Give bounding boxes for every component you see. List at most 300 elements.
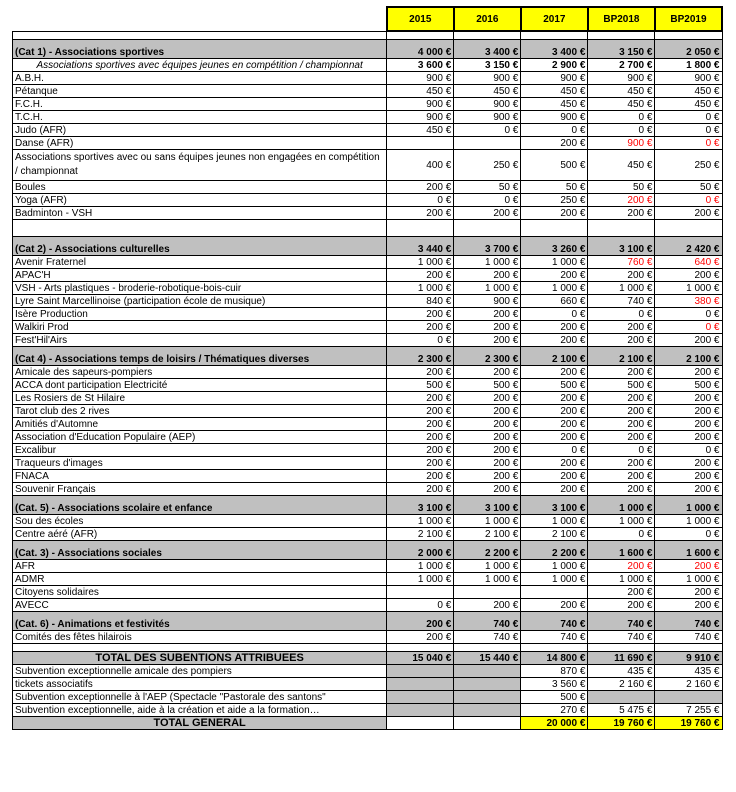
value-cell-2016: 200 €	[454, 483, 521, 496]
year-header-2015: 2015	[387, 7, 454, 31]
row-label: tickets associatifs	[13, 678, 387, 691]
empty-cell	[387, 31, 454, 40]
value-cell-2015: 200 €	[387, 207, 454, 220]
value-cell-2016: 500 €	[454, 379, 521, 392]
value-cell-bp2019: 450 €	[655, 98, 722, 111]
row-label: Badminton - VSH	[13, 207, 387, 220]
value-cell-2015: 500 €	[387, 379, 454, 392]
empty-cell	[655, 31, 722, 40]
value-cell-2017: 200 €	[521, 321, 588, 334]
value-cell-bp2018: 1 000 €	[588, 573, 655, 586]
table-row	[13, 405, 723, 418]
empty-cell	[13, 220, 387, 237]
value-cell-bp2019: 500 €	[655, 379, 722, 392]
value-cell-2016: 3 700 €	[454, 237, 521, 256]
value-cell-2017: 50 €	[521, 181, 588, 194]
row-label: Tarot club des 2 rives	[13, 405, 387, 418]
budget-spreadsheet	[12, 6, 723, 730]
value-cell-2015: 3 100 €	[387, 496, 454, 515]
value-cell-2015	[387, 665, 454, 678]
value-cell-2017: 900 €	[521, 111, 588, 124]
value-cell-bp2019: 380 €	[655, 295, 722, 308]
value-cell-bp2018: 200 €	[588, 405, 655, 418]
value-cell-2017: 200 €	[521, 405, 588, 418]
value-cell-2016: 200 €	[454, 207, 521, 220]
value-cell-bp2018: 0 €	[588, 444, 655, 457]
value-cell-2015: 2 300 €	[387, 347, 454, 366]
value-cell-bp2019: 7 255 €	[655, 704, 722, 717]
row-label: Comités des fêtes hilairois	[13, 631, 387, 644]
value-cell-2017: 1 000 €	[521, 256, 588, 269]
category-row	[13, 40, 723, 59]
value-cell-2016: 1 000 €	[454, 256, 521, 269]
value-cell-bp2018: 2 100 €	[588, 347, 655, 366]
value-cell-2016: 900 €	[454, 72, 521, 85]
value-cell-bp2019: 200 €	[655, 483, 722, 496]
table-row	[13, 444, 723, 457]
value-cell-2016: 200 €	[454, 334, 521, 347]
empty-cell	[655, 220, 722, 237]
value-cell-bp2018: 900 €	[588, 137, 655, 150]
subcategory-row	[13, 150, 723, 181]
value-cell-2015: 200 €	[387, 470, 454, 483]
value-cell-bp2018: 200 €	[588, 457, 655, 470]
value-cell-bp2019: 200 €	[655, 366, 722, 379]
value-cell-bp2019: 0 €	[655, 444, 722, 457]
value-cell-2016	[454, 691, 521, 704]
value-cell-bp2019: 0 €	[655, 321, 722, 334]
value-cell-2016: 740 €	[454, 631, 521, 644]
value-cell-2017: 3 100 €	[521, 496, 588, 515]
row-label: Associations sportives avec équipes jeunes en compétition / championnat	[13, 59, 387, 72]
table-row	[13, 599, 723, 612]
value-cell-2015	[387, 137, 454, 150]
row-label: Citoyens solidaires	[13, 586, 387, 599]
value-cell-2017: 1 000 €	[521, 282, 588, 295]
value-cell-bp2019: 1 000 €	[655, 496, 722, 515]
row-label: Avenir Fraternel	[13, 256, 387, 269]
value-cell-bp2019: 19 760 €	[655, 717, 722, 730]
total-row	[13, 652, 723, 665]
row-label: A.B.H.	[13, 72, 387, 85]
value-cell-2016: 200 €	[454, 431, 521, 444]
value-cell-2017: 200 €	[521, 418, 588, 431]
value-cell-bp2019: 640 €	[655, 256, 722, 269]
value-cell-bp2018: 0 €	[588, 528, 655, 541]
table-row	[13, 111, 723, 124]
value-cell-2015	[387, 691, 454, 704]
table-row	[13, 457, 723, 470]
row-label: Judo (AFR)	[13, 124, 387, 137]
value-cell-2015: 3 440 €	[387, 237, 454, 256]
value-cell-bp2019: 2 050 €	[655, 40, 722, 59]
value-cell-bp2018: 1 000 €	[588, 515, 655, 528]
value-cell-2017: 500 €	[521, 150, 588, 181]
value-cell-2015: 0 €	[387, 334, 454, 347]
category-row	[13, 237, 723, 256]
value-cell-bp2018: 200 €	[588, 207, 655, 220]
value-cell-2015: 0 €	[387, 194, 454, 207]
empty-cell	[521, 644, 588, 652]
value-cell-2017: 200 €	[521, 137, 588, 150]
value-cell-2017: 200 €	[521, 334, 588, 347]
value-cell-bp2019: 0 €	[655, 308, 722, 321]
value-cell-2017: 3 560 €	[521, 678, 588, 691]
value-cell-bp2019: 2 420 €	[655, 237, 722, 256]
value-cell-bp2018: 200 €	[588, 560, 655, 573]
value-cell-2016	[454, 704, 521, 717]
row-label: ACCA dont participation Electricité	[13, 379, 387, 392]
value-cell-bp2019: 1 800 €	[655, 59, 722, 72]
value-cell-bp2019: 1 000 €	[655, 573, 722, 586]
value-cell-bp2018: 760 €	[588, 256, 655, 269]
value-cell-2016	[454, 586, 521, 599]
value-cell-2017: 0 €	[521, 444, 588, 457]
value-cell-bp2019: 435 €	[655, 665, 722, 678]
empty-cell	[387, 220, 454, 237]
value-cell-bp2019: 740 €	[655, 631, 722, 644]
value-cell-bp2018: 200 €	[588, 269, 655, 282]
value-cell-bp2018: 740 €	[588, 631, 655, 644]
value-cell-bp2019: 740 €	[655, 612, 722, 631]
value-cell-2015: 200 €	[387, 392, 454, 405]
value-cell-bp2018: 500 €	[588, 379, 655, 392]
value-cell-2016: 900 €	[454, 98, 521, 111]
empty-cell	[454, 220, 521, 237]
value-cell-bp2018: 0 €	[588, 111, 655, 124]
category-row	[13, 541, 723, 560]
value-cell-2016: 3 100 €	[454, 496, 521, 515]
row-label: Centre aéré (AFR)	[13, 528, 387, 541]
value-cell-2015: 200 €	[387, 431, 454, 444]
empty-cell	[387, 644, 454, 652]
year-header-row	[13, 7, 723, 31]
table-row	[13, 98, 723, 111]
value-cell-2015: 200 €	[387, 321, 454, 334]
value-cell-2017: 200 €	[521, 457, 588, 470]
value-cell-2015: 0 €	[387, 599, 454, 612]
table-row	[13, 470, 723, 483]
row-label: VSH - Arts plastiques - broderie-robotique-bois-cuir	[13, 282, 387, 295]
row-label: ADMR	[13, 573, 387, 586]
value-cell-2016	[454, 665, 521, 678]
table-row	[13, 631, 723, 644]
value-cell-2015: 200 €	[387, 483, 454, 496]
value-cell-2015: 2 000 €	[387, 541, 454, 560]
row-label: Subvention exceptionnelle à l'AEP (Spectacle "Pastorale des santons"	[13, 691, 387, 704]
row-label: Association d'Education Populaire (AEP)	[13, 431, 387, 444]
value-cell-2015: 200 €	[387, 612, 454, 631]
row-label: TOTAL GENERAL	[13, 717, 387, 730]
row-label: AFR	[13, 560, 387, 573]
value-cell-2015: 900 €	[387, 98, 454, 111]
table-row	[13, 691, 723, 704]
table-row	[13, 321, 723, 334]
value-cell-2015: 900 €	[387, 72, 454, 85]
value-cell-bp2019: 200 €	[655, 334, 722, 347]
empty-cell	[13, 644, 387, 652]
value-cell-2015: 1 000 €	[387, 256, 454, 269]
value-cell-bp2018: 740 €	[588, 612, 655, 631]
value-cell-bp2019: 50 €	[655, 181, 722, 194]
value-cell-bp2018: 450 €	[588, 85, 655, 98]
empty-cell	[521, 31, 588, 40]
row-label: F.C.H.	[13, 98, 387, 111]
value-cell-2015	[387, 678, 454, 691]
value-cell-bp2018: 200 €	[588, 470, 655, 483]
grand-total-row	[13, 717, 723, 730]
value-cell-bp2019	[655, 691, 722, 704]
value-cell-2015: 450 €	[387, 124, 454, 137]
value-cell-bp2018: 200 €	[588, 483, 655, 496]
table-row	[13, 379, 723, 392]
value-cell-bp2019: 0 €	[655, 194, 722, 207]
value-cell-bp2018: 435 €	[588, 665, 655, 678]
value-cell-2016: 200 €	[454, 457, 521, 470]
row-label: Pétanque	[13, 85, 387, 98]
value-cell-2015: 200 €	[387, 444, 454, 457]
value-cell-2016: 900 €	[454, 111, 521, 124]
value-cell-bp2019: 200 €	[655, 586, 722, 599]
table-body	[13, 7, 723, 730]
value-cell-2017: 2 200 €	[521, 541, 588, 560]
value-cell-bp2018: 450 €	[588, 98, 655, 111]
value-cell-bp2019: 200 €	[655, 405, 722, 418]
value-cell-bp2018: 200 €	[588, 418, 655, 431]
value-cell-2016: 50 €	[454, 181, 521, 194]
value-cell-2017: 2 100 €	[521, 528, 588, 541]
value-cell-2017: 200 €	[521, 483, 588, 496]
empty-cell	[588, 31, 655, 40]
row-label: (Cat. 6) - Animations et festivités	[13, 612, 387, 631]
value-cell-2017: 1 000 €	[521, 573, 588, 586]
row-label: Lyre Saint Marcellinoise (participation école de musique)	[13, 295, 387, 308]
value-cell-2015: 450 €	[387, 85, 454, 98]
value-cell-2017: 2 900 €	[521, 59, 588, 72]
value-cell-bp2018: 3 150 €	[588, 40, 655, 59]
value-cell-bp2018: 200 €	[588, 366, 655, 379]
table-row	[13, 392, 723, 405]
value-cell-bp2019: 200 €	[655, 392, 722, 405]
value-cell-2017: 200 €	[521, 470, 588, 483]
row-label: Subvention exceptionnelle amicale des pompiers	[13, 665, 387, 678]
table-row	[13, 586, 723, 599]
value-cell-bp2018: 200 €	[588, 586, 655, 599]
category-row	[13, 612, 723, 631]
value-cell-2015: 200 €	[387, 405, 454, 418]
value-cell-bp2018: 3 100 €	[588, 237, 655, 256]
value-cell-2017: 740 €	[521, 631, 588, 644]
year-header-2017: 2017	[521, 7, 588, 31]
value-cell-2016: 200 €	[454, 321, 521, 334]
value-cell-2017: 900 €	[521, 72, 588, 85]
value-cell-2016: 200 €	[454, 392, 521, 405]
table-row	[13, 366, 723, 379]
value-cell-2015: 200 €	[387, 418, 454, 431]
empty-cell	[13, 31, 387, 40]
empty-cell	[454, 31, 521, 40]
empty-cell	[588, 220, 655, 237]
year-header-2016: 2016	[454, 7, 521, 31]
table-row	[13, 269, 723, 282]
value-cell-2015: 400 €	[387, 150, 454, 181]
value-cell-bp2018: 0 €	[588, 124, 655, 137]
table-row	[13, 85, 723, 98]
table-row	[13, 194, 723, 207]
value-cell-bp2019: 2 100 €	[655, 347, 722, 366]
value-cell-bp2018: 450 €	[588, 150, 655, 181]
table-row	[13, 124, 723, 137]
value-cell-bp2019: 200 €	[655, 457, 722, 470]
value-cell-bp2018: 19 760 €	[588, 717, 655, 730]
value-cell-bp2019: 200 €	[655, 269, 722, 282]
table-row	[13, 678, 723, 691]
value-cell-2016: 900 €	[454, 295, 521, 308]
value-cell-2016: 2 100 €	[454, 528, 521, 541]
value-cell-bp2018: 200 €	[588, 334, 655, 347]
value-cell-bp2018: 2 160 €	[588, 678, 655, 691]
value-cell-2015: 1 000 €	[387, 515, 454, 528]
value-cell-bp2018: 1 000 €	[588, 282, 655, 295]
value-cell-bp2019: 200 €	[655, 470, 722, 483]
value-cell-bp2019: 1 600 €	[655, 541, 722, 560]
value-cell-2016: 200 €	[454, 444, 521, 457]
value-cell-2016	[454, 678, 521, 691]
value-cell-bp2018: 5 475 €	[588, 704, 655, 717]
spacer-row	[13, 31, 723, 40]
table-row	[13, 704, 723, 717]
value-cell-2016: 2 300 €	[454, 347, 521, 366]
value-cell-2015: 200 €	[387, 181, 454, 194]
header-blank-cell	[13, 7, 387, 31]
row-label: Les Rosiers de St Hilaire	[13, 392, 387, 405]
value-cell-bp2018: 200 €	[588, 431, 655, 444]
table-row	[13, 573, 723, 586]
value-cell-2016	[454, 717, 521, 730]
empty-cell	[588, 644, 655, 652]
value-cell-2017: 1 000 €	[521, 515, 588, 528]
row-label: Sou des écoles	[13, 515, 387, 528]
table-row	[13, 431, 723, 444]
value-cell-2017: 3 400 €	[521, 40, 588, 59]
value-cell-2016: 1 000 €	[454, 515, 521, 528]
subsidies-table	[12, 6, 723, 730]
value-cell-2017	[521, 586, 588, 599]
value-cell-2016: 200 €	[454, 308, 521, 321]
value-cell-2017: 200 €	[521, 599, 588, 612]
value-cell-2017: 270 €	[521, 704, 588, 717]
value-cell-bp2019: 0 €	[655, 528, 722, 541]
value-cell-2016	[454, 137, 521, 150]
value-cell-bp2019: 200 €	[655, 599, 722, 612]
value-cell-2017: 740 €	[521, 612, 588, 631]
row-label: Subvention exceptionnelle, aide à la création et aide a la formation…	[13, 704, 387, 717]
table-row	[13, 137, 723, 150]
value-cell-bp2018: 50 €	[588, 181, 655, 194]
value-cell-bp2018: 200 €	[588, 321, 655, 334]
value-cell-bp2019: 9 910 €	[655, 652, 722, 665]
row-label: Boules	[13, 181, 387, 194]
row-label: Fest'Hil'Airs	[13, 334, 387, 347]
value-cell-2017: 200 €	[521, 366, 588, 379]
category-row	[13, 496, 723, 515]
value-cell-2017: 870 €	[521, 665, 588, 678]
value-cell-2015	[387, 586, 454, 599]
value-cell-2017: 0 €	[521, 124, 588, 137]
value-cell-bp2019: 200 €	[655, 431, 722, 444]
value-cell-2017: 1 000 €	[521, 560, 588, 573]
value-cell-bp2019: 0 €	[655, 124, 722, 137]
table-row	[13, 528, 723, 541]
row-label: Excalibur	[13, 444, 387, 457]
value-cell-2017: 500 €	[521, 379, 588, 392]
value-cell-2015: 200 €	[387, 457, 454, 470]
value-cell-2015: 3 600 €	[387, 59, 454, 72]
value-cell-2017: 200 €	[521, 431, 588, 444]
value-cell-2015: 200 €	[387, 366, 454, 379]
value-cell-bp2018: 740 €	[588, 295, 655, 308]
row-label: Walkiri Prod	[13, 321, 387, 334]
value-cell-2017: 200 €	[521, 269, 588, 282]
value-cell-2016: 0 €	[454, 194, 521, 207]
empty-cell	[521, 220, 588, 237]
value-cell-2017: 14 800 €	[521, 652, 588, 665]
value-cell-2015: 840 €	[387, 295, 454, 308]
value-cell-2016: 200 €	[454, 599, 521, 612]
value-cell-bp2018: 900 €	[588, 72, 655, 85]
value-cell-2017: 2 100 €	[521, 347, 588, 366]
value-cell-2015: 2 100 €	[387, 528, 454, 541]
row-label: FNACA	[13, 470, 387, 483]
value-cell-2016: 250 €	[454, 150, 521, 181]
value-cell-bp2019: 250 €	[655, 150, 722, 181]
row-label: Traqueurs d'images	[13, 457, 387, 470]
value-cell-2017: 250 €	[521, 194, 588, 207]
value-cell-bp2018: 200 €	[588, 194, 655, 207]
value-cell-2017: 200 €	[521, 207, 588, 220]
empty-cell	[655, 644, 722, 652]
value-cell-bp2018: 1 000 €	[588, 496, 655, 515]
value-cell-2017: 200 €	[521, 392, 588, 405]
value-cell-2015: 15 040 €	[387, 652, 454, 665]
value-cell-2017: 500 €	[521, 691, 588, 704]
row-label: APAC'H	[13, 269, 387, 282]
value-cell-bp2019: 0 €	[655, 137, 722, 150]
value-cell-bp2019: 450 €	[655, 85, 722, 98]
row-label: Amitiés d'Automne	[13, 418, 387, 431]
row-label: TOTAL DES SUBENTIONS ATTRIBUEES	[13, 652, 387, 665]
row-label: Amicale des sapeurs-pompiers	[13, 366, 387, 379]
table-row	[13, 282, 723, 295]
value-cell-2016: 1 000 €	[454, 573, 521, 586]
table-row	[13, 560, 723, 573]
row-label: (Cat 1) - Associations sportives	[13, 40, 387, 59]
value-cell-bp2019: 1 000 €	[655, 282, 722, 295]
table-row	[13, 207, 723, 220]
table-row	[13, 308, 723, 321]
subcategory-row	[13, 59, 723, 72]
value-cell-2015: 1 000 €	[387, 573, 454, 586]
value-cell-2016: 1 000 €	[454, 560, 521, 573]
spacer-row	[13, 644, 723, 652]
year-header-bp2018: BP2018	[588, 7, 655, 31]
table-row	[13, 334, 723, 347]
value-cell-2017: 450 €	[521, 98, 588, 111]
value-cell-bp2018: 200 €	[588, 392, 655, 405]
value-cell-2017: 660 €	[521, 295, 588, 308]
value-cell-2015: 200 €	[387, 631, 454, 644]
row-label: AVECC	[13, 599, 387, 612]
